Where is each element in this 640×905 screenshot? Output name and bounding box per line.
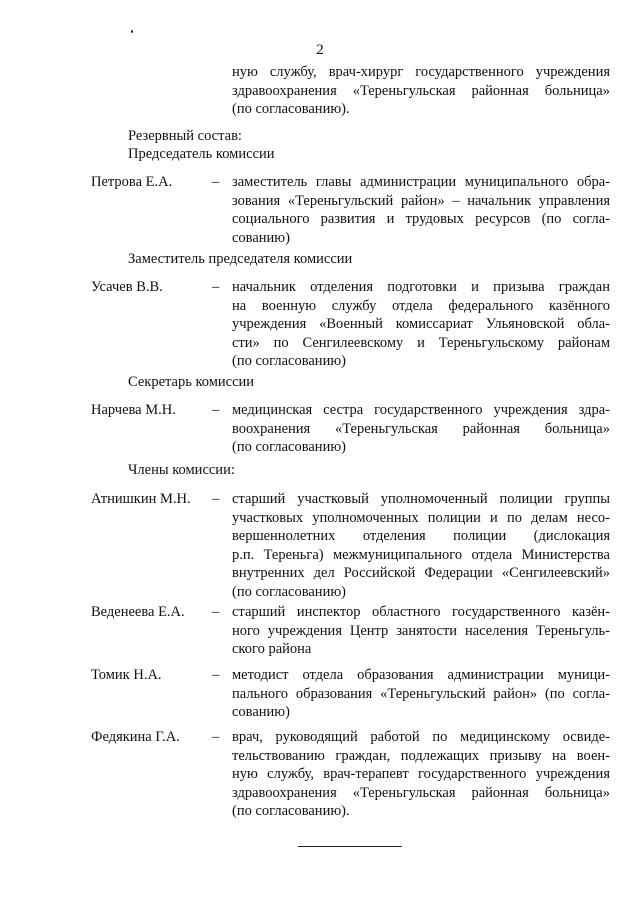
member-description [232, 728, 610, 821]
end-divider-line [298, 846, 402, 847]
dash: – [212, 604, 220, 620]
continuation-text [232, 63, 610, 119]
text-line: р.п. Тереньга) межмуниципального отдела Министерства [232, 546, 610, 563]
reserve-label: Резервный состав: [128, 128, 242, 144]
chairman-label: Председатель комиссии [128, 146, 275, 162]
text-line: методист отдела образования администрации муници- [232, 667, 610, 683]
dash: – [212, 279, 220, 295]
member-name: Нарчева М.Н. [91, 402, 176, 418]
text-line: тельствованию граждан, подлежащих призыву на воен- [232, 747, 610, 764]
text-line: сованию) [232, 229, 290, 246]
text-line: медицинская сестра государственного учреждения здра- [232, 402, 610, 418]
dash: – [212, 729, 220, 745]
text-line: здравоохранения «Тереньгульская районная больница» [232, 82, 610, 99]
member-name: Томик Н.А. [91, 667, 162, 683]
text-line: ную службу, врач-хирург государственного учреждения [232, 64, 610, 80]
text-line: начальник отделения подготовки и призыва граждан [232, 279, 610, 295]
secretary-label: Секретарь комиссии [128, 374, 255, 390]
member-name: Федякина Г.А. [91, 729, 180, 745]
text-line: внутренних дел Российской Федерации «Сенгилеевский» [232, 565, 610, 581]
member-name: Атнишкин М.Н. [91, 491, 191, 507]
member-description [232, 278, 610, 371]
text-line: учреждения «Военный комиссариат Ульяновской обла- [232, 316, 610, 332]
text-line: ную службу, врач-терапевт государственного учреждения [232, 766, 610, 782]
text-line: ного учреждения Центр занятости населения Тереньгуль- [232, 622, 610, 639]
text-line: сованию) [232, 704, 290, 720]
member-description [232, 401, 610, 457]
text-line: воохранения «Тереньгульская районная больница» [232, 420, 610, 437]
dash: – [212, 667, 220, 683]
text-line: сти» по Сенгилеевскому и Тереньгульскому районам [232, 334, 610, 351]
member-description [232, 603, 610, 659]
text-line: врач, руководящий работой по медицинскому освиде- [232, 729, 610, 745]
deputy-label: Заместитель председателя комиссии [128, 251, 353, 267]
text-line: (по согласованию). [232, 101, 350, 117]
text-line: вершеннолетних отделения полиции (дислокация [232, 528, 610, 544]
text-line: старший участковый уполномоченный полиции группы [232, 491, 610, 507]
member-name: Веденеева Е.А. [91, 604, 185, 620]
text-line: старший инспектор областного государственного казён- [232, 604, 610, 620]
dash: – [212, 174, 220, 190]
text-line: участковых уполномоченных полиции и по делам несо- [232, 509, 610, 526]
member-name: Усачев В.В. [91, 279, 163, 295]
member-name: Петрова Е.А. [91, 174, 173, 190]
text-line: (по согласованию) [232, 439, 346, 455]
text-line: пального образования «Тереньгульский район» (по согла- [232, 685, 610, 702]
member-description [232, 173, 610, 247]
text-line: на военную службу отдела федерального казённого [232, 297, 610, 314]
text-line: (по согласованию) [232, 353, 346, 369]
member-description [232, 490, 610, 601]
text-line: ского района [232, 641, 312, 657]
text-line: зования «Тереньгульский район» – начальник управления [232, 192, 610, 209]
text-line: (по согласованию). [232, 803, 350, 819]
text-line: социального развития и трудовых ресурсов (по согла- [232, 211, 610, 227]
members-label: Члены комиссии: [128, 462, 235, 478]
dash: – [212, 402, 220, 418]
scan-speck [131, 30, 133, 33]
text-line: заместитель главы администрации муниципального обра- [232, 174, 610, 190]
page-number: 2 [316, 42, 324, 58]
text-line: (по согласованию) [232, 583, 346, 600]
dash: – [212, 491, 220, 507]
text-line: здравоохранения «Тереньгульская районная больница» [232, 784, 610, 801]
member-description [232, 666, 610, 722]
